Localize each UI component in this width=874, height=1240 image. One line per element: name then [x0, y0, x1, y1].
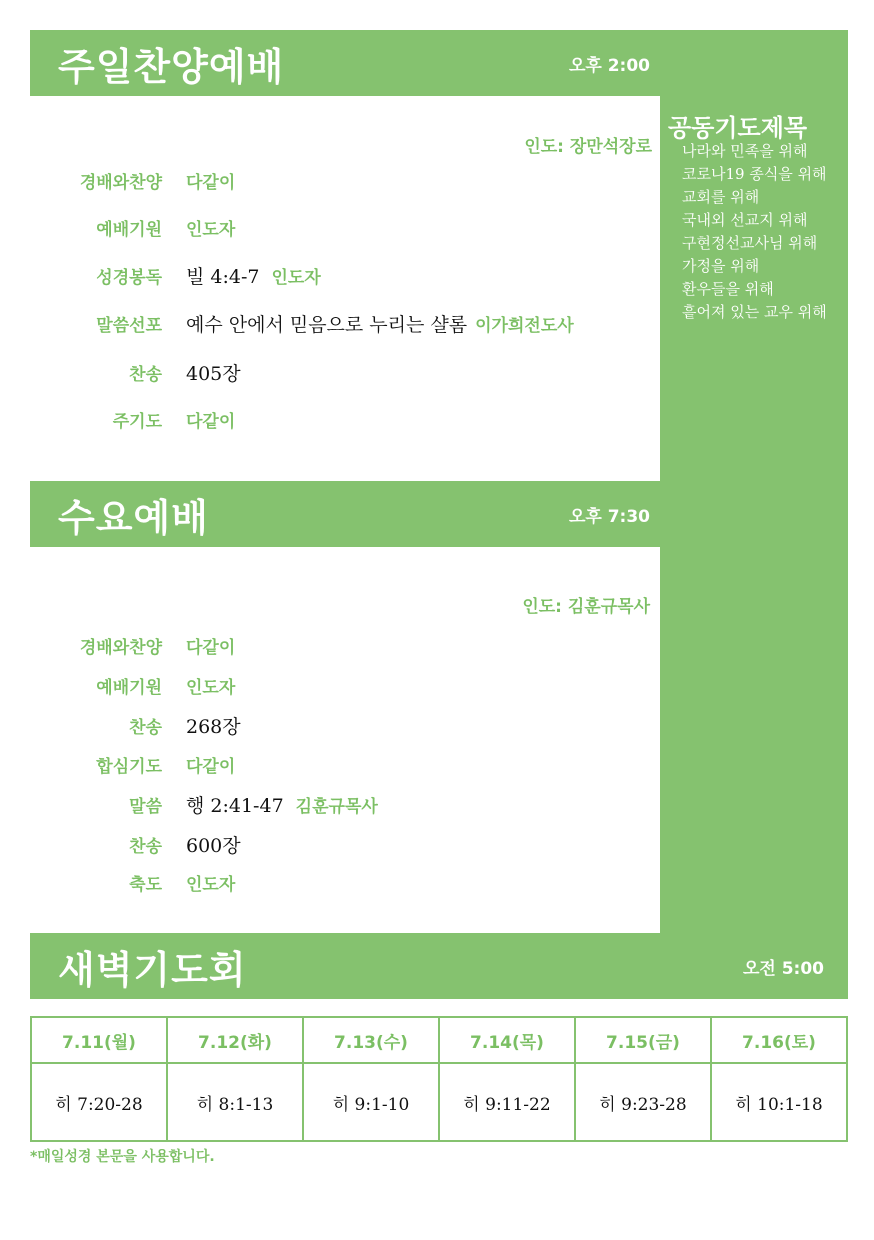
table-header-row: [31, 1017, 847, 1063]
prayer-list: [682, 140, 827, 324]
order-label: 성경봉독: [96, 268, 162, 288]
order-value: 다같이: [186, 757, 236, 777]
sunday-time: 오후 2:00: [568, 55, 650, 76]
order-value: 다같이: [186, 173, 236, 193]
date-cell: 7.13(수): [303, 1017, 439, 1063]
order-person: 김훈규목사: [295, 797, 378, 817]
order-label: 찬송: [129, 365, 162, 385]
prayer-item: 나라와 민족을 위해: [682, 142, 808, 160]
prayer-item: 환우들을 위해: [682, 280, 774, 298]
order-row: [30, 831, 241, 858]
order-person: 이가희전도사: [475, 316, 574, 336]
scripture-reference: 행 2:41-47: [186, 795, 284, 817]
dawn-time: 오전 5:00: [742, 958, 824, 979]
footnote: *매일성경 본문을 사용합니다.: [30, 1149, 215, 1165]
prayer-item: 교회를 위해: [682, 188, 760, 206]
order-label: 경배와찬양: [79, 173, 162, 193]
hymn-number: 268장: [186, 716, 241, 738]
order-row: [30, 407, 235, 432]
date-cell: 7.14(목): [439, 1017, 575, 1063]
wednesday-header: [30, 481, 660, 547]
order-row: [30, 262, 321, 289]
order-label: 말씀: [129, 797, 162, 817]
date-cell: 7.16(토): [711, 1017, 847, 1063]
date-cell: 7.12(화): [167, 1017, 303, 1063]
passage-cell: 히 9:11-22: [439, 1063, 575, 1141]
passage-cell: 히 9:1-10: [303, 1063, 439, 1141]
wednesday-title: 수요예배: [58, 495, 209, 540]
order-label: 예배기원: [96, 220, 162, 240]
order-label: 찬송: [129, 837, 162, 857]
order-row: [30, 870, 235, 895]
order-row: [30, 752, 235, 777]
order-label: 찬송: [129, 718, 162, 738]
order-row: [30, 673, 235, 698]
order-label: 주기도: [112, 412, 162, 432]
prayer-item: 코로나19 종식을 위해: [682, 165, 827, 183]
scripture-reference: 빌 4:4-7: [186, 266, 260, 288]
wednesday-time: 오후 7:30: [568, 506, 650, 527]
order-value: 인도자: [186, 678, 236, 698]
date-cell: 7.11(월): [31, 1017, 167, 1063]
order-row: [30, 633, 235, 658]
table-row: [31, 1063, 847, 1141]
order-value: 다같이: [186, 638, 236, 658]
order-value: 인도자: [186, 875, 236, 895]
order-value: 인도자: [186, 220, 236, 240]
prayer-item: 흩어져 있는 교우 위해: [682, 303, 827, 321]
prayer-title: 공동기도제목: [668, 114, 808, 142]
order-row: [30, 359, 241, 386]
order-label: 경배와찬양: [79, 638, 162, 658]
dawn-title: 새벽기도회: [58, 947, 247, 992]
dawn-header: [30, 933, 848, 999]
passage-cell: 히 10:1-18: [711, 1063, 847, 1141]
prayer-item: 국내외 선교지 위해: [682, 211, 808, 229]
hymn-number: 600장: [186, 835, 241, 857]
order-value: 다같이: [186, 412, 236, 432]
order-label: 합심기도: [96, 757, 162, 777]
passage-cell: 히 7:20-28: [31, 1063, 167, 1141]
passage-cell: 히 9:23-28: [575, 1063, 711, 1141]
prayer-item: 가정을 위해: [682, 257, 760, 275]
order-row: [30, 215, 235, 240]
order-row: [30, 712, 241, 739]
order-label: 축도: [129, 875, 162, 895]
order-person: 인도자: [271, 268, 321, 288]
prayer-item: 구현정선교사님 위해: [682, 234, 818, 252]
order-label: 말씀선포: [96, 316, 162, 336]
order-label: 예배기원: [96, 678, 162, 698]
date-cell: 7.15(금): [575, 1017, 711, 1063]
sunday-leader: 인도: 장만석장로: [524, 137, 652, 157]
sermon-title: 예수 안에서 믿음으로 누리는 샬롬: [186, 314, 468, 336]
hymn-number: 405장: [186, 363, 241, 385]
sunday-header: [30, 30, 660, 96]
order-row: [30, 791, 378, 818]
passage-cell: 히 8:1-13: [167, 1063, 303, 1141]
sunday-title: 주일찬양예배: [58, 44, 285, 89]
order-row: [30, 168, 235, 193]
dawn-schedule-table: [30, 1016, 848, 1142]
wednesday-leader: 인도: 김훈규목사: [522, 597, 650, 617]
order-row: [30, 310, 574, 337]
